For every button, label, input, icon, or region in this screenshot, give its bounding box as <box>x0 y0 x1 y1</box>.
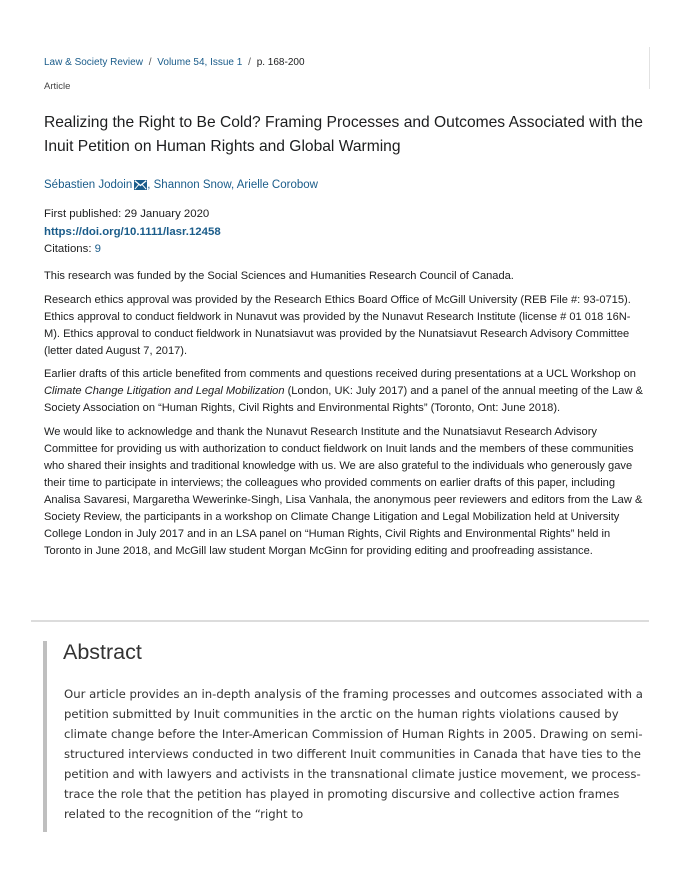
author-link[interactable]: Sébastien Jodoin <box>44 179 133 191</box>
author-separator: , <box>231 179 237 191</box>
author-link[interactable]: Arielle Corobow <box>236 179 318 191</box>
author-separator: , <box>147 179 154 191</box>
author-list <box>44 179 318 193</box>
doi-link[interactable]: https://doi.org/10.1111/lasr.12458 <box>44 225 221 238</box>
workshop-title: Climate Change Litigation and Legal Mobilization <box>44 385 285 398</box>
journal-citation <box>44 57 305 68</box>
journal-link[interactable]: Law & Society Review <box>44 57 143 68</box>
section-divider <box>31 620 649 622</box>
citation-separator: / <box>148 57 152 68</box>
article-title: Realizing the Right to Be Cold? Framing Processes and Outcomes Associated with the Inuit Petition on Human Rights and Global Warming <box>44 114 643 155</box>
funding-note: This research was funded by the Social Sciences and Humanities Research Council of Canada. <box>44 270 514 282</box>
abstract-text: Our article provides an in-depth analysis of the framing processes and outcomes associated with a petition submitted by Inuit communities in the arctic on the human rights violations caused by climate change before the Inter-American Commission of Human Rights in 2005. Drawing on semi-structured interviews conducted in two different Inuit communities in Canada that have ties to the petition and with lawyers and activists in the transnational climate justice movement, we process-trace the role that the petition has played in promoting discursive and collective action frames related to the recognition of the “right to <box>64 687 643 821</box>
article-notes <box>44 268 644 566</box>
article-type-label: Article <box>44 81 71 92</box>
drafts-note-text: (London, UK: July 2017) and a panel of the annual meeting of the Law & Society Association on “Human Rights, Civil Rights and Environmental Rights” (Toronto, Ont: June 2018). <box>44 385 643 415</box>
page-edge-rule <box>649 47 650 89</box>
drafts-note-text: Earlier drafts of this article benefited from comments and questions received during presentations at a UCL Workshop on <box>44 368 636 381</box>
mail-icon[interactable] <box>134 180 147 193</box>
publication-info <box>44 206 221 259</box>
citations-count-link[interactable]: 9 <box>94 243 101 255</box>
author-link[interactable]: Shannon Snow <box>153 179 231 191</box>
citations-label: Citations: <box>44 243 95 255</box>
first-published-date: First published: 29 January 2020 <box>44 208 210 220</box>
citations-line <box>44 241 221 259</box>
issue-link[interactable]: Volume 54, Issue 1 <box>157 57 243 68</box>
page-range: p. 168-200 <box>256 57 305 68</box>
abstract-heading: Abstract <box>63 640 142 664</box>
abstract-accent-bar <box>43 641 47 832</box>
citation-separator: / <box>248 57 251 68</box>
acknowledgments-note: We would like to acknowledge and thank the Nunavut Research Institute and the Nunatsiavut Research Advisory Committee for providing us with authorization to conduct fieldwork on Inuit lands and the members of these communities who shared their insights and traditional knowledge with us. We are also grateful to the individuals who generously gave their time to participate in interviews; the colleagues who provided comments on earlier drafts of this paper, including Analisa Savaresi, Margaretha Wewerinke-Singh, Lisa Vanhala, the anonymous peer reviewers and editors from the Law & Society Review, the participants in a workshop on Climate Change Litigation and Legal Mobilization held at University College London in July 2017 and in an LSA panel on “Human Rights, Civil Rights and Environmental Rights” held in Toronto in June 2018, and McGill law student Morgan McGinn for providing editing and proofreading assistance. <box>44 425 643 557</box>
ethics-note: Research ethics approval was provided by the Research Ethics Board Office of McGill University (REB File #: 93-0715). Ethics approval to conduct fieldwork in Nunavut was provided by the Nunavut Research Institute (license # 01 018 16N-M). Ethics approval to conduct fieldwork in Nunatsiavut was provided by the Nunatsiavut Research Advisory Committee (letter dated August 7, 2017). <box>44 293 631 357</box>
drafts-note <box>44 366 644 417</box>
